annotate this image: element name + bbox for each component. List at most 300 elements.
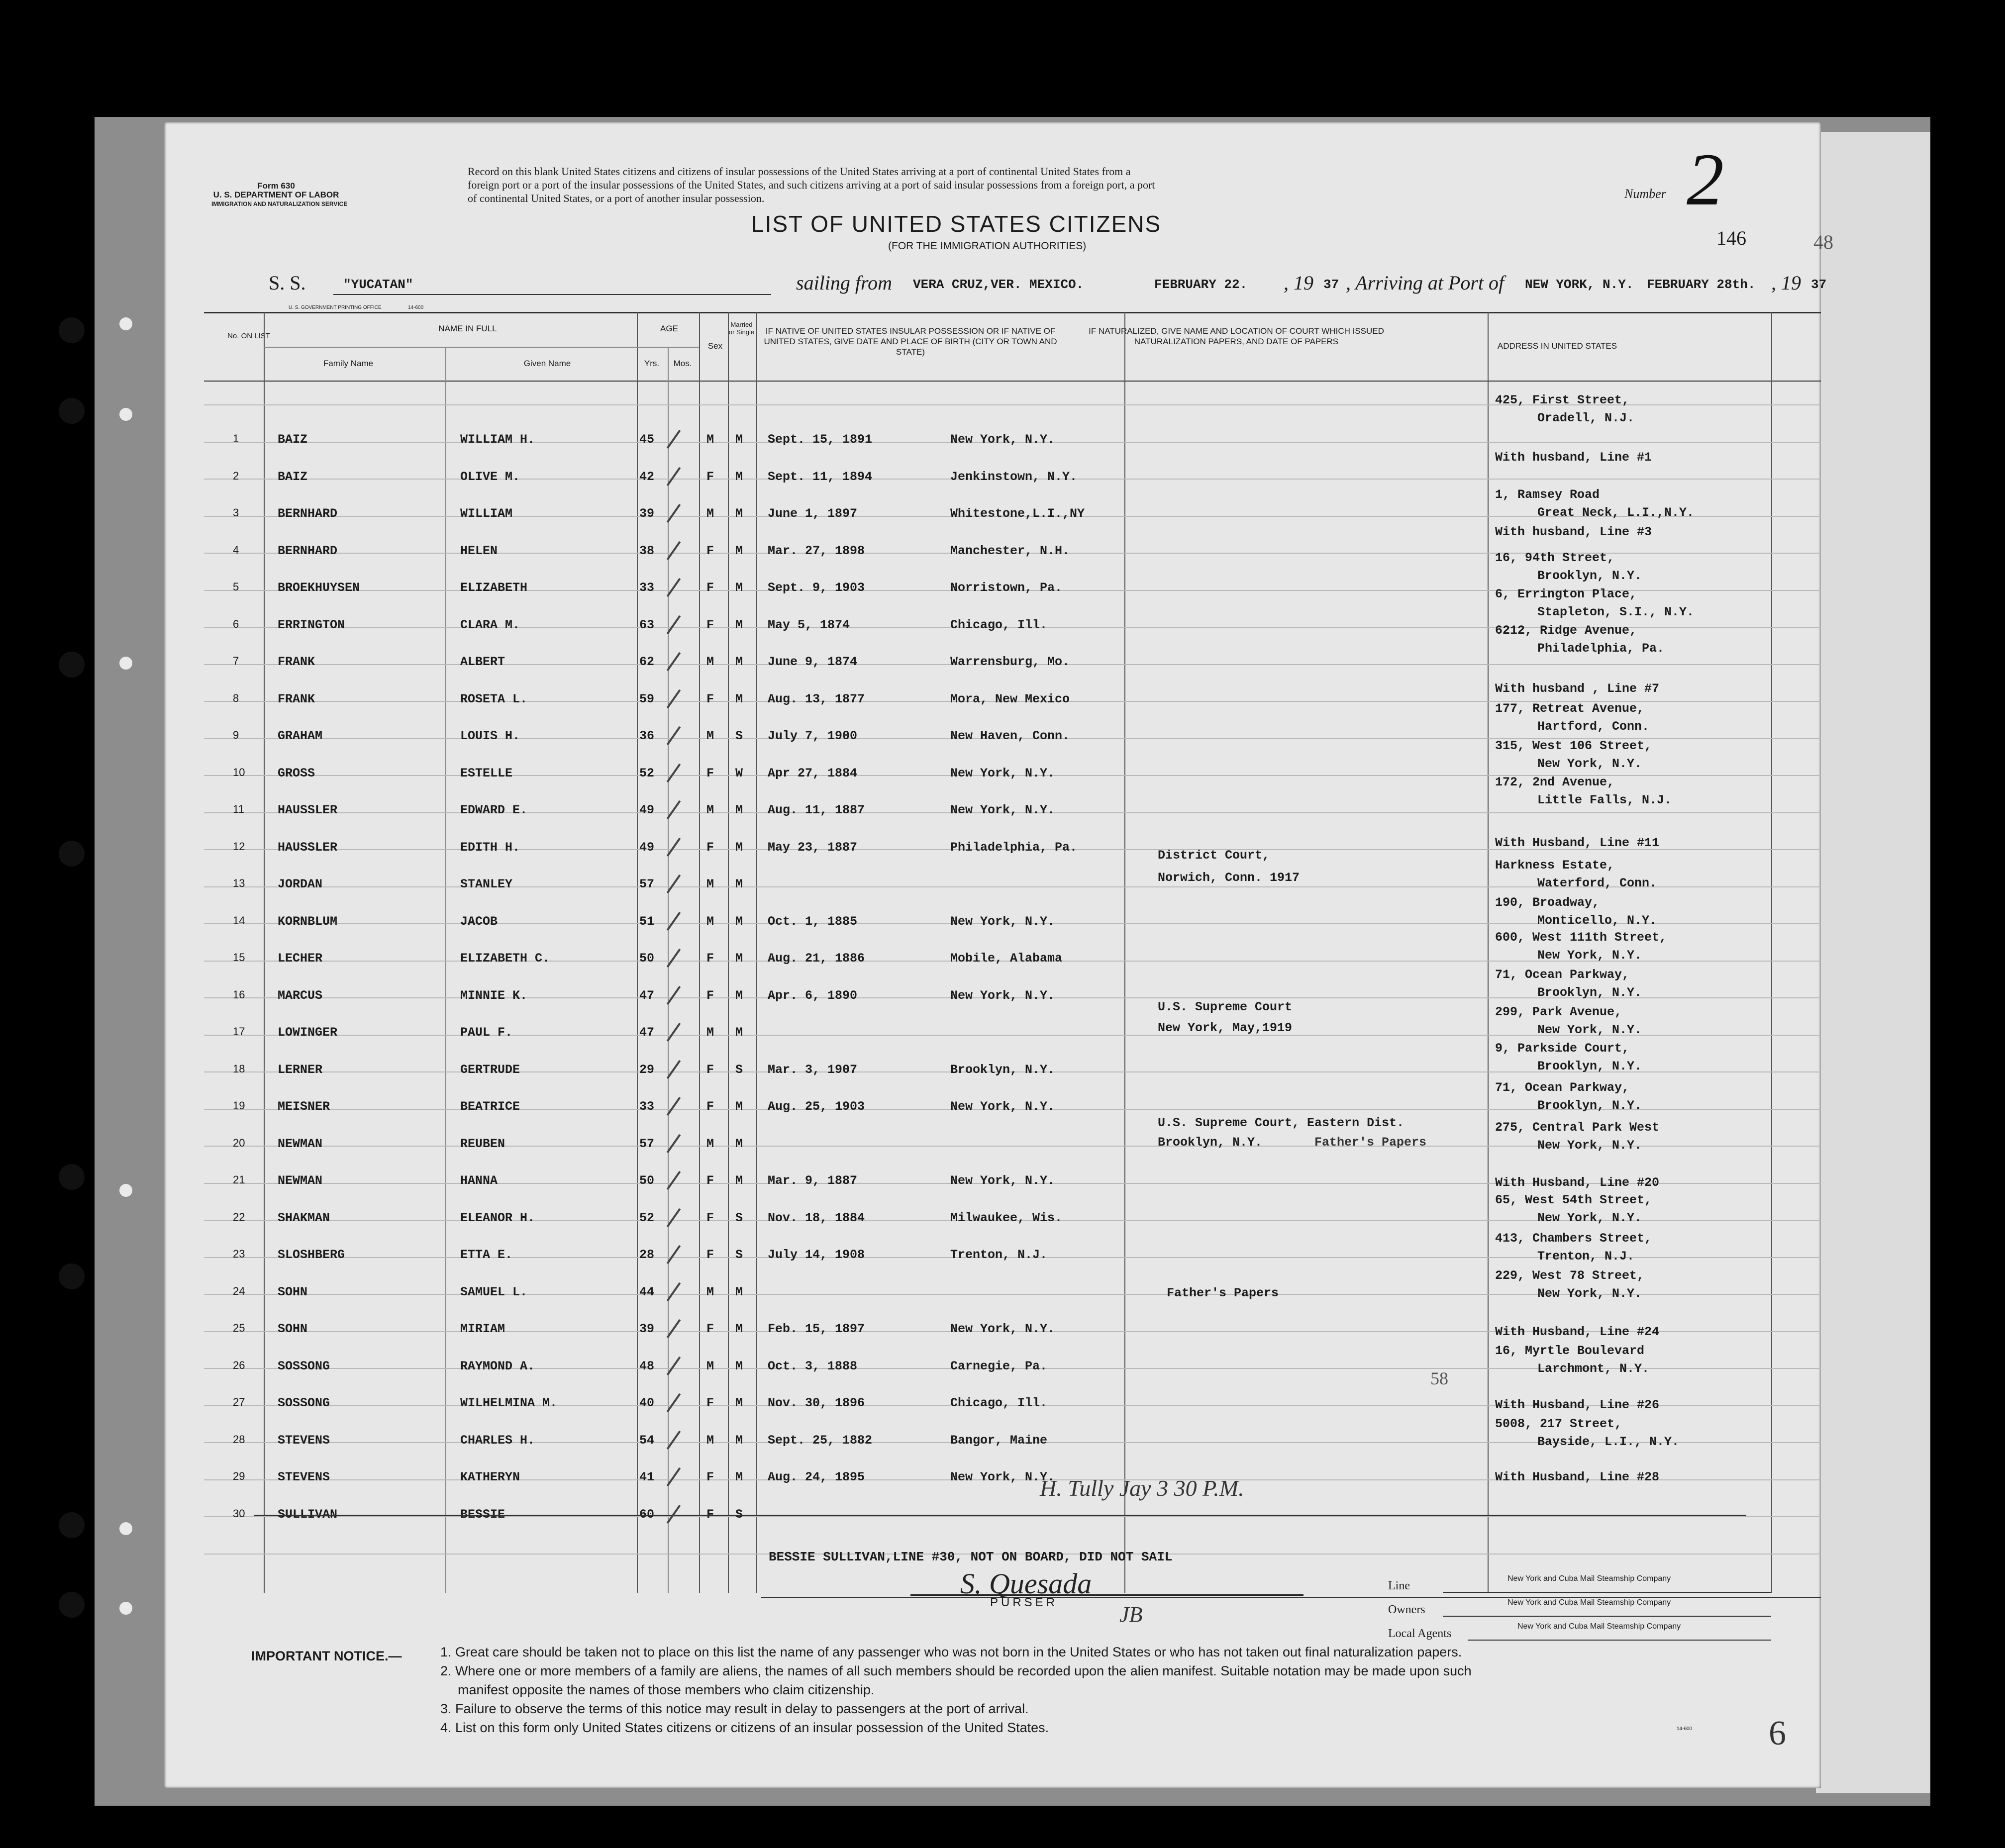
address-line1: 229, West 78 Street,	[1495, 1268, 1645, 1283]
naturalization-20-line2: Brooklyn, N.Y.	[1158, 1135, 1263, 1150]
age-years: 47	[639, 1025, 655, 1040]
check-mark	[667, 1393, 681, 1412]
sex: F	[706, 581, 714, 595]
address-line2: Oradell, N.J.	[1537, 411, 1635, 425]
address-line1: 6, Errington Place,	[1495, 587, 1637, 601]
age-years: 45	[639, 432, 655, 447]
binder-hole	[119, 317, 132, 330]
address-line1: 71, Ocean Parkway,	[1495, 1080, 1630, 1095]
given-name: STANLEY	[460, 877, 513, 891]
given-name: ELIZABETH C.	[460, 951, 550, 966]
sex: F	[706, 951, 714, 966]
birth-place: Mobile, Alabama	[950, 951, 1063, 966]
notice-3: 3. Failure to observe the terms of this notice may result in delay to passengers at the port of arrival.	[440, 1701, 1029, 1716]
arriving-date: FEBRUARY 28th.	[1647, 277, 1756, 292]
family-name: MEISNER	[278, 1099, 330, 1114]
check-mark	[667, 985, 681, 1004]
birth-place: New York, N.Y.	[950, 1099, 1055, 1114]
row-number: 11	[233, 803, 244, 815]
check-mark	[667, 800, 681, 819]
birth-place: New York, N.Y.	[950, 432, 1055, 447]
given-name: GERTRUDE	[460, 1062, 520, 1077]
address-line1: With husband, Line #3	[1495, 525, 1652, 539]
birth-date: Aug. 24, 1895	[768, 1470, 865, 1484]
given-name: RAYMOND A.	[460, 1359, 535, 1373]
check-mark	[667, 1504, 681, 1523]
birth-place: New Haven, Conn.	[950, 729, 1070, 743]
sailing-from: VERA CRUZ,VER. MEXICO.	[913, 277, 1084, 292]
address-line1: With Husband, Line #24	[1495, 1325, 1660, 1339]
row-number: 9	[233, 729, 239, 741]
marital-status: M	[735, 803, 743, 817]
check-mark	[667, 689, 681, 708]
row-number: 29	[233, 1470, 245, 1482]
birth-place: New York, N.Y.	[950, 914, 1055, 929]
address-line1: 600, West 111th Street,	[1495, 930, 1667, 945]
age-years: 41	[639, 1470, 655, 1484]
address-line1: Harkness Estate,	[1495, 858, 1615, 873]
check-mark	[667, 1467, 681, 1486]
given-name: ETTA E.	[460, 1248, 513, 1262]
address-line1: 16, Myrtle Boulevard	[1495, 1344, 1645, 1358]
purser-signature: S. Quesada	[960, 1567, 1092, 1600]
sex: F	[706, 691, 714, 706]
binder-hole	[59, 841, 85, 867]
given-name: ESTELLE	[460, 766, 513, 780]
sex: M	[706, 877, 714, 891]
sex: F	[706, 1210, 714, 1225]
sex: M	[706, 1025, 714, 1040]
naturalization-24: Father's Papers	[1167, 1286, 1279, 1300]
row-number: 8	[233, 691, 239, 704]
birth-place: Brooklyn, N.Y.	[950, 1062, 1055, 1077]
family-name: LERNER	[278, 1062, 323, 1077]
given-name: ELEANOR H.	[460, 1210, 535, 1225]
age-years: 50	[639, 951, 655, 966]
not-sailed-note: BESSIE SULLIVAN,LINE #30, NOT ON BOARD, DID NOT SAIL	[769, 1550, 1173, 1564]
check-mark	[667, 1060, 681, 1078]
given-name: SAMUEL L.	[460, 1284, 528, 1299]
row-number: 1	[233, 432, 239, 445]
birth-place: Warrensburg, Mo.	[950, 655, 1070, 669]
notice-head: IMPORTANT NOTICE.—	[251, 1649, 402, 1663]
count-58: 58	[1430, 1368, 1448, 1388]
marital-status: M	[735, 581, 743, 595]
address-line1: 413, Chambers Street,	[1495, 1231, 1652, 1246]
family-name: SOSSONG	[278, 1359, 330, 1373]
family-name: BROEKHUYSEN	[278, 581, 360, 595]
col-name-in-full: NAME IN FULL	[438, 324, 497, 333]
back-page-edge	[1816, 132, 1930, 1793]
given-name: JACOB	[460, 914, 498, 929]
family-name: LECHER	[278, 951, 323, 966]
col-mos: Mos.	[673, 359, 692, 368]
birth-date: Oct. 1, 1885	[768, 914, 858, 929]
row-number: 22	[233, 1210, 245, 1223]
marital-status: M	[735, 1025, 743, 1040]
address-line1: 275, Central Park West	[1495, 1120, 1660, 1135]
birth-place: New York, N.Y.	[950, 766, 1055, 780]
birth-place: Whitestone,L.I.,NY	[950, 506, 1085, 521]
col-family-name: Family Name	[323, 359, 374, 368]
sex: F	[706, 766, 714, 780]
birth-place: Philadelphia, Pa.	[950, 840, 1078, 855]
sex: M	[706, 1433, 714, 1448]
family-name: HAUSSLER	[278, 840, 338, 855]
family-name: FRANK	[278, 655, 315, 669]
check-mark	[667, 875, 681, 893]
sex: F	[706, 1099, 714, 1114]
marital-status: M	[735, 691, 743, 706]
row-number: 2	[233, 469, 239, 482]
address-line2: Brooklyn, N.Y.	[1537, 1098, 1642, 1113]
age-years: 40	[639, 1396, 655, 1410]
given-name: ROSETA L.	[460, 691, 528, 706]
birth-place: Chicago, Ill.	[950, 617, 1048, 632]
birth-date: Sept. 11, 1894	[768, 469, 873, 484]
birth-date: May 23, 1887	[768, 840, 858, 855]
corner-code: 14-600	[1677, 1726, 1693, 1732]
notice-2: 2. Where one or more members of a family are aliens, the names of all such members should be recorded upon the alien manifest. Suitable notation may be made upon such	[440, 1663, 1472, 1678]
address-line1: 315, West 106 Street,	[1495, 739, 1652, 753]
address-line1: 299, Park Avenue,	[1495, 1005, 1622, 1019]
row-number: 18	[233, 1062, 245, 1075]
address-line1: With Husband, Line #20	[1495, 1175, 1660, 1190]
given-name: REUBEN	[460, 1136, 505, 1151]
notice-4: 4. List on this form only United States citizens or citizens of an insular possession of the United States.	[440, 1720, 1049, 1735]
check-mark	[667, 1245, 681, 1264]
given-name: BEATRICE	[460, 1099, 520, 1114]
age-years: 52	[639, 1210, 655, 1225]
row-number: 5	[233, 581, 239, 593]
family-name: SULLIVAN	[278, 1507, 338, 1522]
marital-status: M	[735, 1099, 743, 1114]
marital-status: S	[735, 1507, 743, 1522]
row-number: 17	[233, 1025, 245, 1038]
marital-status: M	[735, 840, 743, 855]
sex: F	[706, 988, 714, 1003]
page-title: LIST OF UNITED STATES CITIZENS	[751, 211, 1162, 237]
printing-office: U. S. GOVERNMENT PRINTING OFFICE	[289, 305, 382, 310]
row-number: 14	[233, 914, 245, 927]
marital-status: M	[735, 1359, 743, 1373]
given-name: CHARLES H.	[460, 1433, 535, 1448]
age-years: 33	[639, 1099, 655, 1114]
birth-date: Nov. 18, 1884	[768, 1210, 865, 1225]
family-name: STEVENS	[278, 1433, 330, 1448]
binder-hole	[59, 317, 85, 343]
row-number: 7	[233, 655, 239, 667]
col-address: ADDRESS IN UNITED STATES	[1497, 341, 1617, 351]
binder-hole	[59, 1512, 85, 1538]
birth-date: Feb. 15, 1897	[768, 1322, 865, 1336]
record-note-3: of continental United States, or a port of another insular possession.	[468, 192, 765, 204]
arriving-year: 37	[1811, 277, 1827, 292]
address-line2: New York, N.Y.	[1537, 1138, 1642, 1153]
birth-date: Nov. 30, 1896	[768, 1396, 865, 1410]
address-line1: 425, First Street,	[1495, 393, 1630, 407]
marital-status: M	[735, 1322, 743, 1336]
age-years: 51	[639, 914, 655, 929]
sex: M	[706, 1359, 714, 1373]
binder-hole	[59, 652, 85, 678]
number-label: Number	[1624, 187, 1666, 201]
age-years: 49	[639, 803, 655, 817]
check-mark	[667, 1023, 681, 1042]
row-number: 21	[233, 1173, 245, 1186]
service: IMMIGRATION AND NATURALIZATION SERVICE	[211, 200, 348, 207]
age-years: 39	[639, 506, 655, 521]
naturalization-17-line2: New York, May,1919	[1158, 1021, 1293, 1035]
birth-place: Mora, New Mexico	[950, 691, 1070, 706]
sex: F	[706, 469, 714, 484]
sex: F	[706, 1173, 714, 1188]
address-line2: New York, N.Y.	[1537, 1211, 1642, 1225]
col-sex: Sex	[707, 341, 723, 351]
sex: M	[706, 655, 714, 669]
family-name: BAIZ	[278, 469, 308, 484]
check-mark	[667, 1134, 681, 1153]
address-line2: Brooklyn, N.Y.	[1537, 985, 1642, 1000]
sex: F	[706, 1470, 714, 1484]
address-line1: 172, 2nd Avenue,	[1495, 775, 1615, 789]
marital-status: M	[735, 988, 743, 1003]
birth-date: Mar. 27, 1898	[768, 543, 865, 558]
check-mark	[667, 911, 681, 930]
ship-underline	[333, 294, 771, 295]
marital-status: M	[735, 1396, 743, 1410]
sailing-year-prefix: , 19	[1284, 272, 1313, 294]
address-line1: 6212, Ridge Avenue,	[1495, 623, 1637, 638]
address-line1: 9, Parkside Court,	[1495, 1041, 1630, 1056]
age-years: 63	[639, 617, 655, 632]
birth-date: Apr. 6, 1890	[768, 988, 858, 1003]
address-line1: With husband , Line #7	[1495, 681, 1660, 696]
birth-place: Jenkinstown, N.Y.	[950, 469, 1078, 484]
family-name: SHAKMAN	[278, 1210, 330, 1225]
col-yrs: Yrs.	[644, 359, 660, 368]
family-name: BERNHARD	[278, 506, 338, 521]
sailing-date: FEBRUARY 22.	[1154, 277, 1248, 292]
address-line1: 65, West 54th Street,	[1495, 1193, 1652, 1207]
check-mark	[667, 1171, 681, 1190]
row-number: 20	[233, 1136, 245, 1149]
address-line2: Great Neck, L.I.,N.Y.	[1537, 505, 1695, 520]
family-name: LOWINGER	[278, 1025, 338, 1040]
arriving-port: NEW YORK, N.Y.	[1525, 277, 1634, 292]
family-name: FRANK	[278, 691, 315, 706]
age-years: 44	[639, 1284, 655, 1299]
birth-place: New York, N.Y.	[950, 803, 1055, 817]
family-name: SOHN	[278, 1322, 308, 1336]
family-name: SOHN	[278, 1284, 308, 1299]
row-number: 23	[233, 1248, 245, 1260]
sex: M	[706, 1284, 714, 1299]
sex: M	[706, 432, 714, 447]
given-name: HANNA	[460, 1173, 498, 1188]
marital-status: M	[735, 1284, 743, 1299]
naturalization-20-fathers-papers: Father's Papers	[1314, 1135, 1427, 1150]
marital-status: M	[735, 951, 743, 966]
age-years: 28	[639, 1248, 655, 1262]
address-line2: Little Falls, N.J.	[1537, 793, 1672, 807]
age-years: 47	[639, 988, 655, 1003]
sailing-year: 37	[1323, 277, 1339, 292]
age-years: 42	[639, 469, 655, 484]
printing-code: 14-600	[408, 305, 424, 310]
department: U. S. DEPARTMENT OF LABOR	[213, 190, 339, 199]
age-years: 50	[639, 1173, 655, 1188]
row-number: 27	[233, 1396, 245, 1408]
marital-status: M	[735, 543, 743, 558]
birth-date: Sept. 9, 1903	[768, 581, 865, 595]
naturalization-13-line2: Norwich, Conn. 1917	[1158, 871, 1300, 885]
address-line2: Monticello, N.Y.	[1537, 913, 1657, 928]
address-line1: With husband, Line #1	[1495, 450, 1652, 465]
binder-hole	[119, 408, 132, 421]
address-line2: New York, N.Y.	[1537, 1286, 1642, 1301]
given-name: OLIVE M.	[460, 469, 520, 484]
birth-date: July 14, 1908	[768, 1248, 865, 1262]
marital-status: M	[735, 617, 743, 632]
given-name: PAUL F.	[460, 1025, 513, 1040]
row-number: 4	[233, 543, 239, 556]
page-subtitle: (FOR THE IMMIGRATION AUTHORITIES)	[888, 240, 1087, 252]
marital-status: M	[735, 432, 743, 447]
address-line2: Stapleton, S.I., N.Y.	[1537, 605, 1695, 619]
manifest-page	[164, 122, 1833, 1788]
address-line2: Larchmont, N.Y.	[1537, 1362, 1650, 1376]
arriving-label: , Arriving at Port of	[1346, 272, 1504, 294]
row-number: 6	[233, 617, 239, 630]
check-mark	[667, 949, 681, 968]
address-line1: 190, Broadway,	[1495, 895, 1600, 910]
arriving-year-prefix: , 19	[1771, 272, 1801, 294]
address-line1: 1, Ramsey Road	[1495, 487, 1600, 502]
binder-hole	[119, 1184, 132, 1197]
address-line2: New York, N.Y.	[1537, 1023, 1642, 1037]
check-mark	[667, 504, 681, 523]
family-name: SLOSHBERG	[278, 1248, 345, 1262]
form-number: Form 630	[257, 181, 295, 191]
address-line2: New York, N.Y.	[1537, 757, 1642, 771]
birth-place: New York, N.Y.	[950, 988, 1055, 1003]
binder-hole	[119, 1522, 132, 1535]
family-name: NEWMAN	[278, 1173, 323, 1188]
row-number: 13	[233, 877, 245, 889]
age-years: 52	[639, 766, 655, 780]
notice-1: 1. Great care should be taken not to place on this list the name of any passenger who was not born in the United States or who has not taken out final naturalization papers.	[440, 1645, 1462, 1659]
check-mark	[667, 1356, 681, 1375]
address-line2: Trenton, N.J.	[1537, 1249, 1635, 1264]
binder-hole	[119, 657, 132, 670]
age-years: 48	[639, 1359, 655, 1373]
check-mark	[667, 763, 681, 782]
marital-status: M	[735, 914, 743, 929]
agents-label: Local Agents	[1388, 1627, 1452, 1640]
number-value: 2	[1687, 138, 1724, 221]
col-given-name: Given Name	[523, 359, 571, 368]
naturalization-13-line1: District Court,	[1158, 848, 1270, 863]
sex: M	[706, 914, 714, 929]
age-years: 33	[639, 581, 655, 595]
ss-label: S. S.	[269, 272, 306, 294]
given-name: MINNIE K.	[460, 988, 528, 1003]
stamp-number-2: 48	[1813, 231, 1833, 253]
row-number: 12	[233, 840, 245, 853]
age-years: 29	[639, 1062, 655, 1077]
check-mark	[667, 1282, 681, 1301]
check-mark	[667, 1208, 681, 1227]
birth-date: Aug. 25, 1903	[768, 1099, 865, 1114]
handwritten-note: H. Tully Jay 3 30 P.M.	[1040, 1475, 1244, 1501]
check-mark	[667, 1430, 681, 1449]
family-name: HAUSSLER	[278, 803, 338, 817]
check-mark	[667, 615, 681, 634]
birth-date: Apr 27, 1884	[768, 766, 858, 780]
binder-hole	[59, 1592, 85, 1618]
family-name: JORDAN	[278, 877, 323, 891]
row-number: 25	[233, 1322, 245, 1334]
address-line2: New York, N.Y.	[1537, 948, 1642, 963]
marital-status: M	[735, 469, 743, 484]
binder-hole	[119, 1602, 132, 1615]
birth-date: Oct. 3, 1888	[768, 1359, 858, 1373]
owners-label: Owners	[1388, 1603, 1425, 1616]
given-name: LOUIS H.	[460, 729, 520, 743]
check-mark	[667, 467, 681, 486]
purser-label: PURSER	[990, 1596, 1058, 1609]
marital-status: W	[735, 766, 743, 780]
family-name: MARCUS	[278, 988, 323, 1003]
corner-number: 6	[1769, 1714, 1786, 1752]
col-naturalized: IF NATURALIZED, GIVE NAME AND LOCATION OF COURT WHICH ISSUED NATURALIZATION PAPERS, AND DATE OF PAPERS	[1089, 326, 1384, 346]
birth-place: Chicago, Ill.	[950, 1396, 1048, 1410]
marital-status: S	[735, 729, 743, 743]
marital-status: M	[735, 1433, 743, 1448]
birth-date: Aug. 13, 1877	[768, 691, 865, 706]
table-top-rule	[204, 312, 1821, 313]
birth-place: Norristown, Pa.	[950, 581, 1063, 595]
row-rule	[204, 1516, 1821, 1517]
age-years: 36	[639, 729, 655, 743]
age-years: 59	[639, 691, 655, 706]
given-name: ALBERT	[460, 655, 505, 669]
given-name: MIRIAM	[460, 1322, 505, 1336]
birth-place: New York, N.Y.	[950, 1173, 1055, 1188]
marital-status: M	[735, 877, 743, 891]
sex: F	[706, 840, 714, 855]
marital-status: M	[735, 506, 743, 521]
given-name: WILHELMINA M.	[460, 1396, 558, 1410]
marital-status: S	[735, 1248, 743, 1262]
line-value: New York and Cuba Mail Steamship Company	[1507, 1574, 1671, 1583]
strike-line	[254, 1515, 1746, 1516]
row-number: 24	[233, 1284, 245, 1297]
birth-date: Sept. 15, 1891	[768, 432, 873, 447]
check-mark	[667, 652, 681, 671]
marital-status: M	[735, 1470, 743, 1484]
col-birth: IF NATIVE OF UNITED STATES INSULAR POSSESSION OR IF NATIVE OF UNITED STATES, GIVE DATE AND PLACE OF BIRTH (CITY OR TOWN AND STATE)	[764, 326, 1057, 357]
address-line2: Brooklyn, N.Y.	[1537, 1059, 1642, 1073]
row-number: 3	[233, 506, 239, 519]
family-name: SOSSONG	[278, 1396, 330, 1410]
sex: F	[706, 1062, 714, 1077]
address-line2: Bayside, L.I., N.Y.	[1537, 1435, 1680, 1449]
sex: M	[706, 506, 714, 521]
check-mark	[667, 1319, 681, 1338]
given-name: KATHERYN	[460, 1470, 520, 1484]
